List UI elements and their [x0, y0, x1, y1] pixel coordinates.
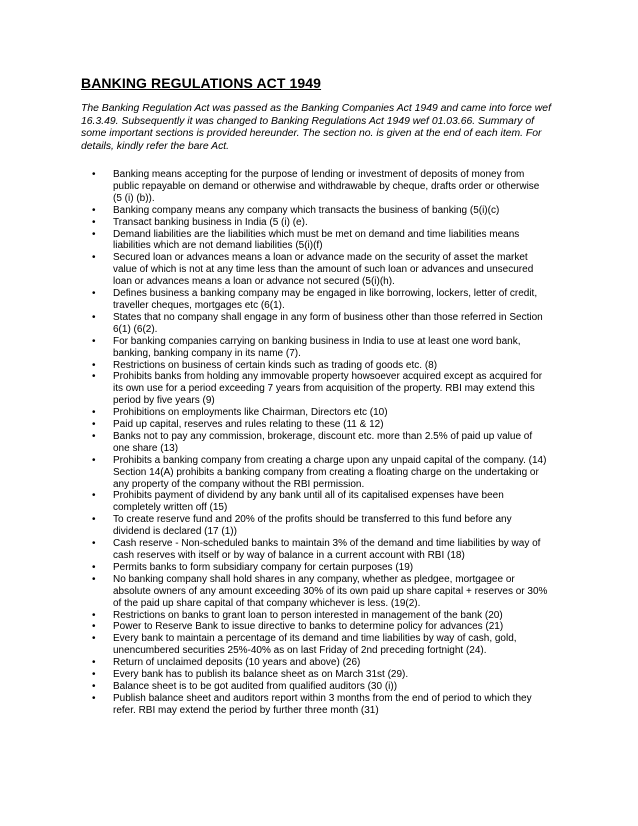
list-item-text: Prohibitions on employments like Chairman, Directors etc (10): [113, 407, 388, 419]
bullet-icon: •: [92, 692, 96, 704]
document-title: BANKING REGULATIONS ACT 1949: [81, 75, 322, 91]
list-item: [0, 419, 549, 431]
bullet-icon: •: [92, 204, 96, 216]
list-item-text: Power to Reserve Bank to issue directive to banks to determine policy for advances (21): [113, 621, 504, 633]
bullet-icon: •: [92, 335, 96, 347]
list-item: [0, 371, 549, 407]
bullet-icon: •: [92, 561, 96, 573]
bullet-icon: •: [92, 669, 96, 681]
list-item: [0, 669, 549, 681]
list-item-text: Secured loan or advances means a loan or advance made on the security of asset the market value of which is not at any time less than the amount of such loan or advances and unsecured loan or advances means a loan or advance not secured (5(i)(h).: [113, 252, 534, 288]
bullet-icon: •: [92, 609, 96, 621]
list-item-text: Publish balance sheet and auditors report within 3 months from the end of period to which they refer. RBI may extend the period by further three month (31): [113, 692, 532, 716]
list-item-text: Restrictions on banks to grant loan to person interested in management of the bank (20): [113, 609, 503, 621]
list-item-text: Cash reserve - Non-scheduled banks to maintain 3% of the demand and time liabilities by way of cash reserves with itself or by way of balance in a current account with RBI (18): [113, 538, 541, 561]
list-item-text: Defines business a banking company may be engaged in like borrowing, lockers, letter of credit, traveller cheques, mortgages etc (6(1).: [113, 288, 538, 311]
list-item-text: Permits banks to form subsidiary company for certain purposes (19): [113, 561, 414, 573]
list-item-text: Balance sheet is to be got audited from qualified auditors (30 (i)): [113, 680, 398, 692]
bullet-icon: •: [92, 514, 96, 526]
bullet-icon: •: [92, 633, 96, 645]
bullet-icon: •: [92, 311, 96, 323]
list-item: [0, 217, 549, 229]
bullet-icon: •: [92, 430, 96, 442]
bullet-icon: •: [92, 252, 96, 264]
list-item-text: States that no company shall engage in any form of business other than those referred in Section 6(1) (6(2).: [113, 311, 543, 335]
list-item: [0, 562, 549, 574]
bullet-icon: •: [92, 288, 96, 300]
list-item-text: Prohibits payment of dividend by any bank until all of its capitalised expenses have been completely written off (15): [113, 490, 504, 514]
list-item-text: Prohibits a banking company from creating a charge upon any unpaid capital of the company. (14) Section 14(A) prohibits a banking company from creating a floating charge on the undertaking or any property of the company without the RBI permission.: [113, 454, 547, 490]
list-item-text: Prohibits banks from holding any immovable property howsoever acquired except as acquired for its own use for a period exceeding 7 years from acquisition of the property. RBI may extend this period by five years (9): [113, 371, 543, 407]
list-item-text: Banking means accepting for the purpose of lending or investment of deposits of money from public repayable on demand or otherwise and withdrawable by cheque, drafts order or otherwise (5 (i) (b)).: [113, 169, 540, 204]
list-item: [0, 288, 549, 312]
list-item: [0, 621, 549, 633]
list-item-text: Return of unclaimed deposits (10 years and above) (26): [113, 657, 361, 669]
list-item: [0, 169, 549, 205]
bullet-icon: •: [92, 169, 96, 180]
list-item: [0, 610, 549, 622]
list-item-text: Every bank to maintain a percentage of its demand and time liabilities by way of cash, gold, unencumbered securities 25%-40% as on last Friday of 2nd preceding fortnight (24).: [113, 633, 517, 657]
list-item: [0, 693, 549, 717]
list-item: [0, 252, 549, 288]
list-item: [0, 229, 549, 253]
bullet-icon: •: [92, 538, 96, 550]
list-item: [0, 657, 549, 669]
list-item-text: To create reserve fund and 20% of the profits should be transferred to this fund before any dividend is declared (17 (1)): [113, 514, 512, 538]
list-item-text: Banks not to pay any commission, brokerage, discount etc. more than 2.5% of paid up value of one share (13): [113, 430, 533, 454]
list-item-text: Every bank has to publish its balance sheet as on March 31st (29).: [113, 669, 409, 681]
bullet-icon: •: [92, 359, 96, 371]
sections-list: [0, 169, 638, 717]
list-item-text: Paid up capital, reserves and rules relating to these (11 & 12): [113, 419, 384, 431]
list-item: [0, 431, 549, 455]
list-item: [0, 205, 549, 217]
list-item: [0, 360, 549, 372]
list-item: [0, 455, 549, 491]
list-item-text: For banking companies carrying on banking business in India to use at least one word bank, banking, banking company in its name (7).: [113, 335, 521, 359]
list-item: [0, 407, 549, 419]
list-item: [0, 633, 549, 657]
bullet-icon: •: [92, 573, 96, 585]
list-item-text: No banking company shall hold shares in any company, whether as pledgee, mortgagee or absolute owners of any amount exceeding 30% of its own paid up share capital + reserves or 30% of the paid up share capital of that company whichever is less. (19(2).: [113, 573, 548, 609]
list-item: [0, 336, 549, 360]
list-item: [0, 312, 549, 336]
list-item-text: Transact banking business in India (5 (i) (e).: [113, 216, 308, 228]
list-item: [0, 574, 549, 610]
list-item: [0, 681, 549, 693]
list-item: [0, 490, 549, 514]
bullet-icon: •: [92, 228, 96, 240]
bullet-icon: •: [92, 680, 96, 692]
bullet-icon: •: [92, 454, 96, 466]
list-item-text: Demand liabilities are the liabilities which must be met on demand and time liabilities means liabilities which are not demand liabilities (5(i)(f): [113, 228, 520, 252]
bullet-icon: •: [92, 657, 96, 669]
bullet-icon: •: [92, 490, 96, 502]
bullet-icon: •: [92, 621, 96, 633]
bullet-icon: •: [92, 407, 96, 419]
bullet-icon: •: [92, 419, 96, 431]
bullet-icon: •: [92, 216, 96, 228]
list-item-text: Banking company means any company which transacts the business of banking (5(i)(c): [113, 204, 500, 216]
list-item: [0, 514, 549, 538]
intro-paragraph: The Banking Regulation Act was passed as the Banking Companies Act 1949 and came into force wef 16.3.49. Subsequently it was changed to Banking Regulations Act 1949 wef 01.03.66. Summary of some important sections is provided hereunder. The section no. is given at the end of each item. For details, kindly refer the bare Act.: [81, 103, 551, 152]
bullet-icon: •: [92, 371, 96, 383]
list-item-text: Restrictions on business of certain kinds such as trading of goods etc. (8): [113, 359, 438, 371]
list-item: [0, 538, 549, 562]
